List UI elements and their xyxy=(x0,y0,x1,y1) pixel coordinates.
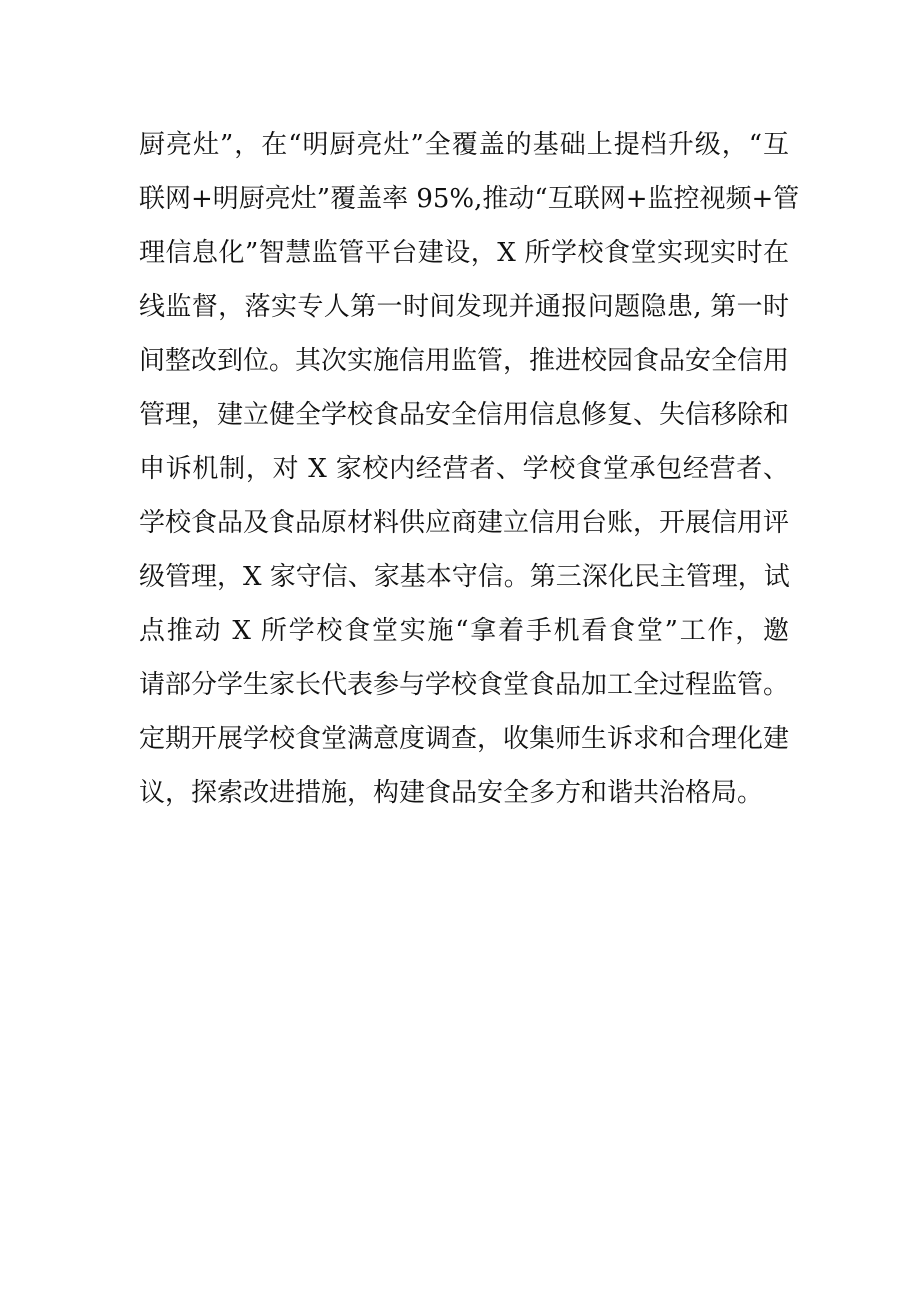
paragraph-line-6: 管理，建立健全学校食品安全信用信息修复、失信移除和 xyxy=(139,400,790,430)
paragraph-line-12: 定期开展学校食堂满意度调查，收集师生诉求和合理化建 xyxy=(139,724,790,754)
paragraph-line-9: 级管理，X 家守信、家基本守信。第三深化民主管理，试 xyxy=(139,562,790,592)
paragraph-line-1: 厨亮灶”，在“明厨亮灶”全覆盖的基础上提档升级，“互 xyxy=(139,130,789,160)
body-paragraph xyxy=(139,118,800,820)
paragraph-line-13: 议，探索改进措施，构建食品安全多方和谐共治格局。 xyxy=(139,778,764,808)
paragraph-line-10: 点推动 X 所学校食堂实施“拿着手机看食堂”工作，邀 xyxy=(139,616,789,646)
paragraph-line-7: 申诉机制，对 X 家校内经营者、学校食堂承包经营者、 xyxy=(139,454,789,484)
paragraph-line-8: 学校食品及食品原材料供应商建立信用台账，开展信用评 xyxy=(139,508,790,538)
paragraph-line-5: 间整改到位。其次实施信用监管，推进校园食品安全信用 xyxy=(139,346,790,376)
paragraph-line-11: 请部分学生家长代表参与学校食堂食品加工全过程监管。 xyxy=(139,670,790,700)
paragraph-line-3: 理信息化”智慧监管平台建设，X 所学校食堂实现实时在 xyxy=(139,238,789,268)
paragraph-line-2: 联网+明厨亮灶”覆盖率 95%,推动“互联网+监控视频+管 xyxy=(139,184,800,214)
paragraph-line-4: 线监督，落实专人第一时间发现并通报问题隐患, 第一时 xyxy=(139,292,789,322)
